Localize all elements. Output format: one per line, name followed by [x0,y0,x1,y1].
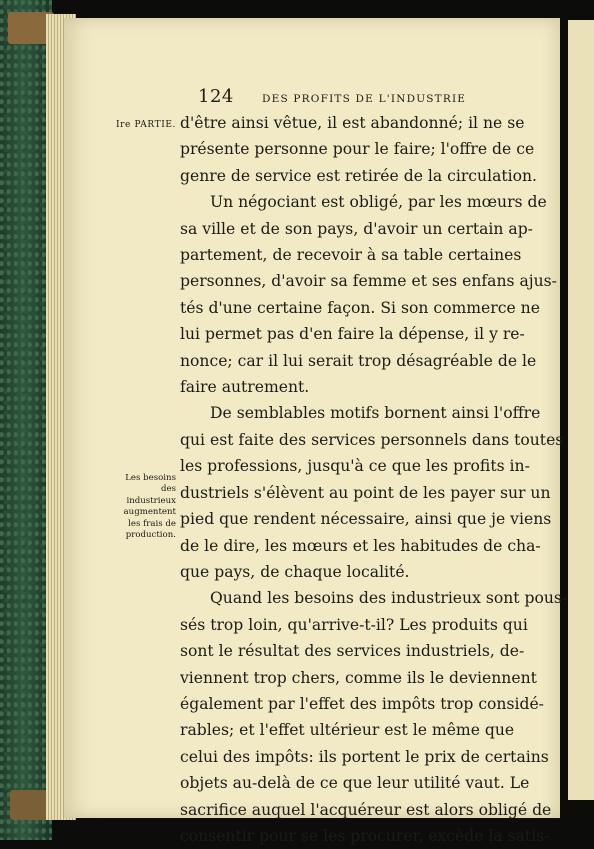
margin-note [118,473,176,541]
text-line: également par l'effet des impôts trop considé- [180,694,544,713]
text-line: partement, de recevoir à sa table certaines [180,246,522,265]
text-line: faire autrement. [180,378,310,397]
text-line: d'être ainsi vêtue, il est abandonné; il ne se [180,114,525,132]
text-line: nonce; car il lui serait trop désagréable de le [180,351,537,370]
body-text [180,110,568,849]
text-line: les professions, jusqu'à ce que les profits in- [180,457,530,476]
margin-note-line: augmentent [123,507,176,518]
text-line: personnes, d'avoir sa femme et ses enfans ajus- [180,272,557,291]
text-line: consentir pour se les procurer, excède la satis- [180,826,550,845]
text-line: lui permet pas d'en faire la dépense, il y re- [180,325,525,344]
running-head: DES PROFITS DE L'INDUSTRIE [262,93,467,105]
margin-note-line: industrieux [126,495,176,506]
text-line: tés d'une certaine façon. Si son commerce ne [180,298,540,317]
text-line: qui est faite des services personnels dans toutes [180,430,564,449]
text-line: pied que rendent nécessaire, ainsi que je viens [180,510,552,529]
text-line: Un négociant est obligé, par les mœurs de [210,193,547,212]
margin-note-line: les frais de [128,518,176,529]
margin-note-line: production. [125,530,176,541]
text-line: que pays, de chaque localité. [180,562,410,581]
part-label: Ire PARTIE. [116,120,176,130]
page-number: 124 [198,86,234,107]
text-line: sont le résultat des services industriels, de- [180,642,525,661]
next-page-edge [568,20,594,800]
text-line: De semblables motifs bornent ainsi l'offre [210,404,541,423]
text-line: viennent trop chers, comme ils le deviennent [180,668,537,687]
text-line: rables; et l'effet ultérieur est le même que [180,721,515,740]
book-cover-edge [0,0,52,840]
text-line: Quand les besoins des industrieux sont pous- [210,589,568,608]
page-header [198,86,498,110]
text-line: sacrifice auquel l'acquéreur est alors obligé de [180,800,552,819]
margin-note-line: Les besoins [125,473,176,483]
text-line: sés trop loin, qu'arrive-t-il? Les produits qui [180,615,528,634]
text-line: celui des impôts: ils portent le prix de certains [180,747,549,766]
text-line: de le dire, les mœurs et les habitudes de cha- [180,536,541,555]
margin-note-line: des [161,484,176,495]
text-line: présente personne pour le faire; l'offre de ce [180,140,535,159]
text-line: dustriels s'élèvent au point de les payer sur un [180,483,551,502]
text-line: objets au-delà de ce que leur utilité vaut. Le [180,774,530,793]
text-line: genre de service est retirée de la circulation. [180,166,538,185]
text-line: sa ville et de son pays, d'avoir un certain ap- [180,219,533,238]
